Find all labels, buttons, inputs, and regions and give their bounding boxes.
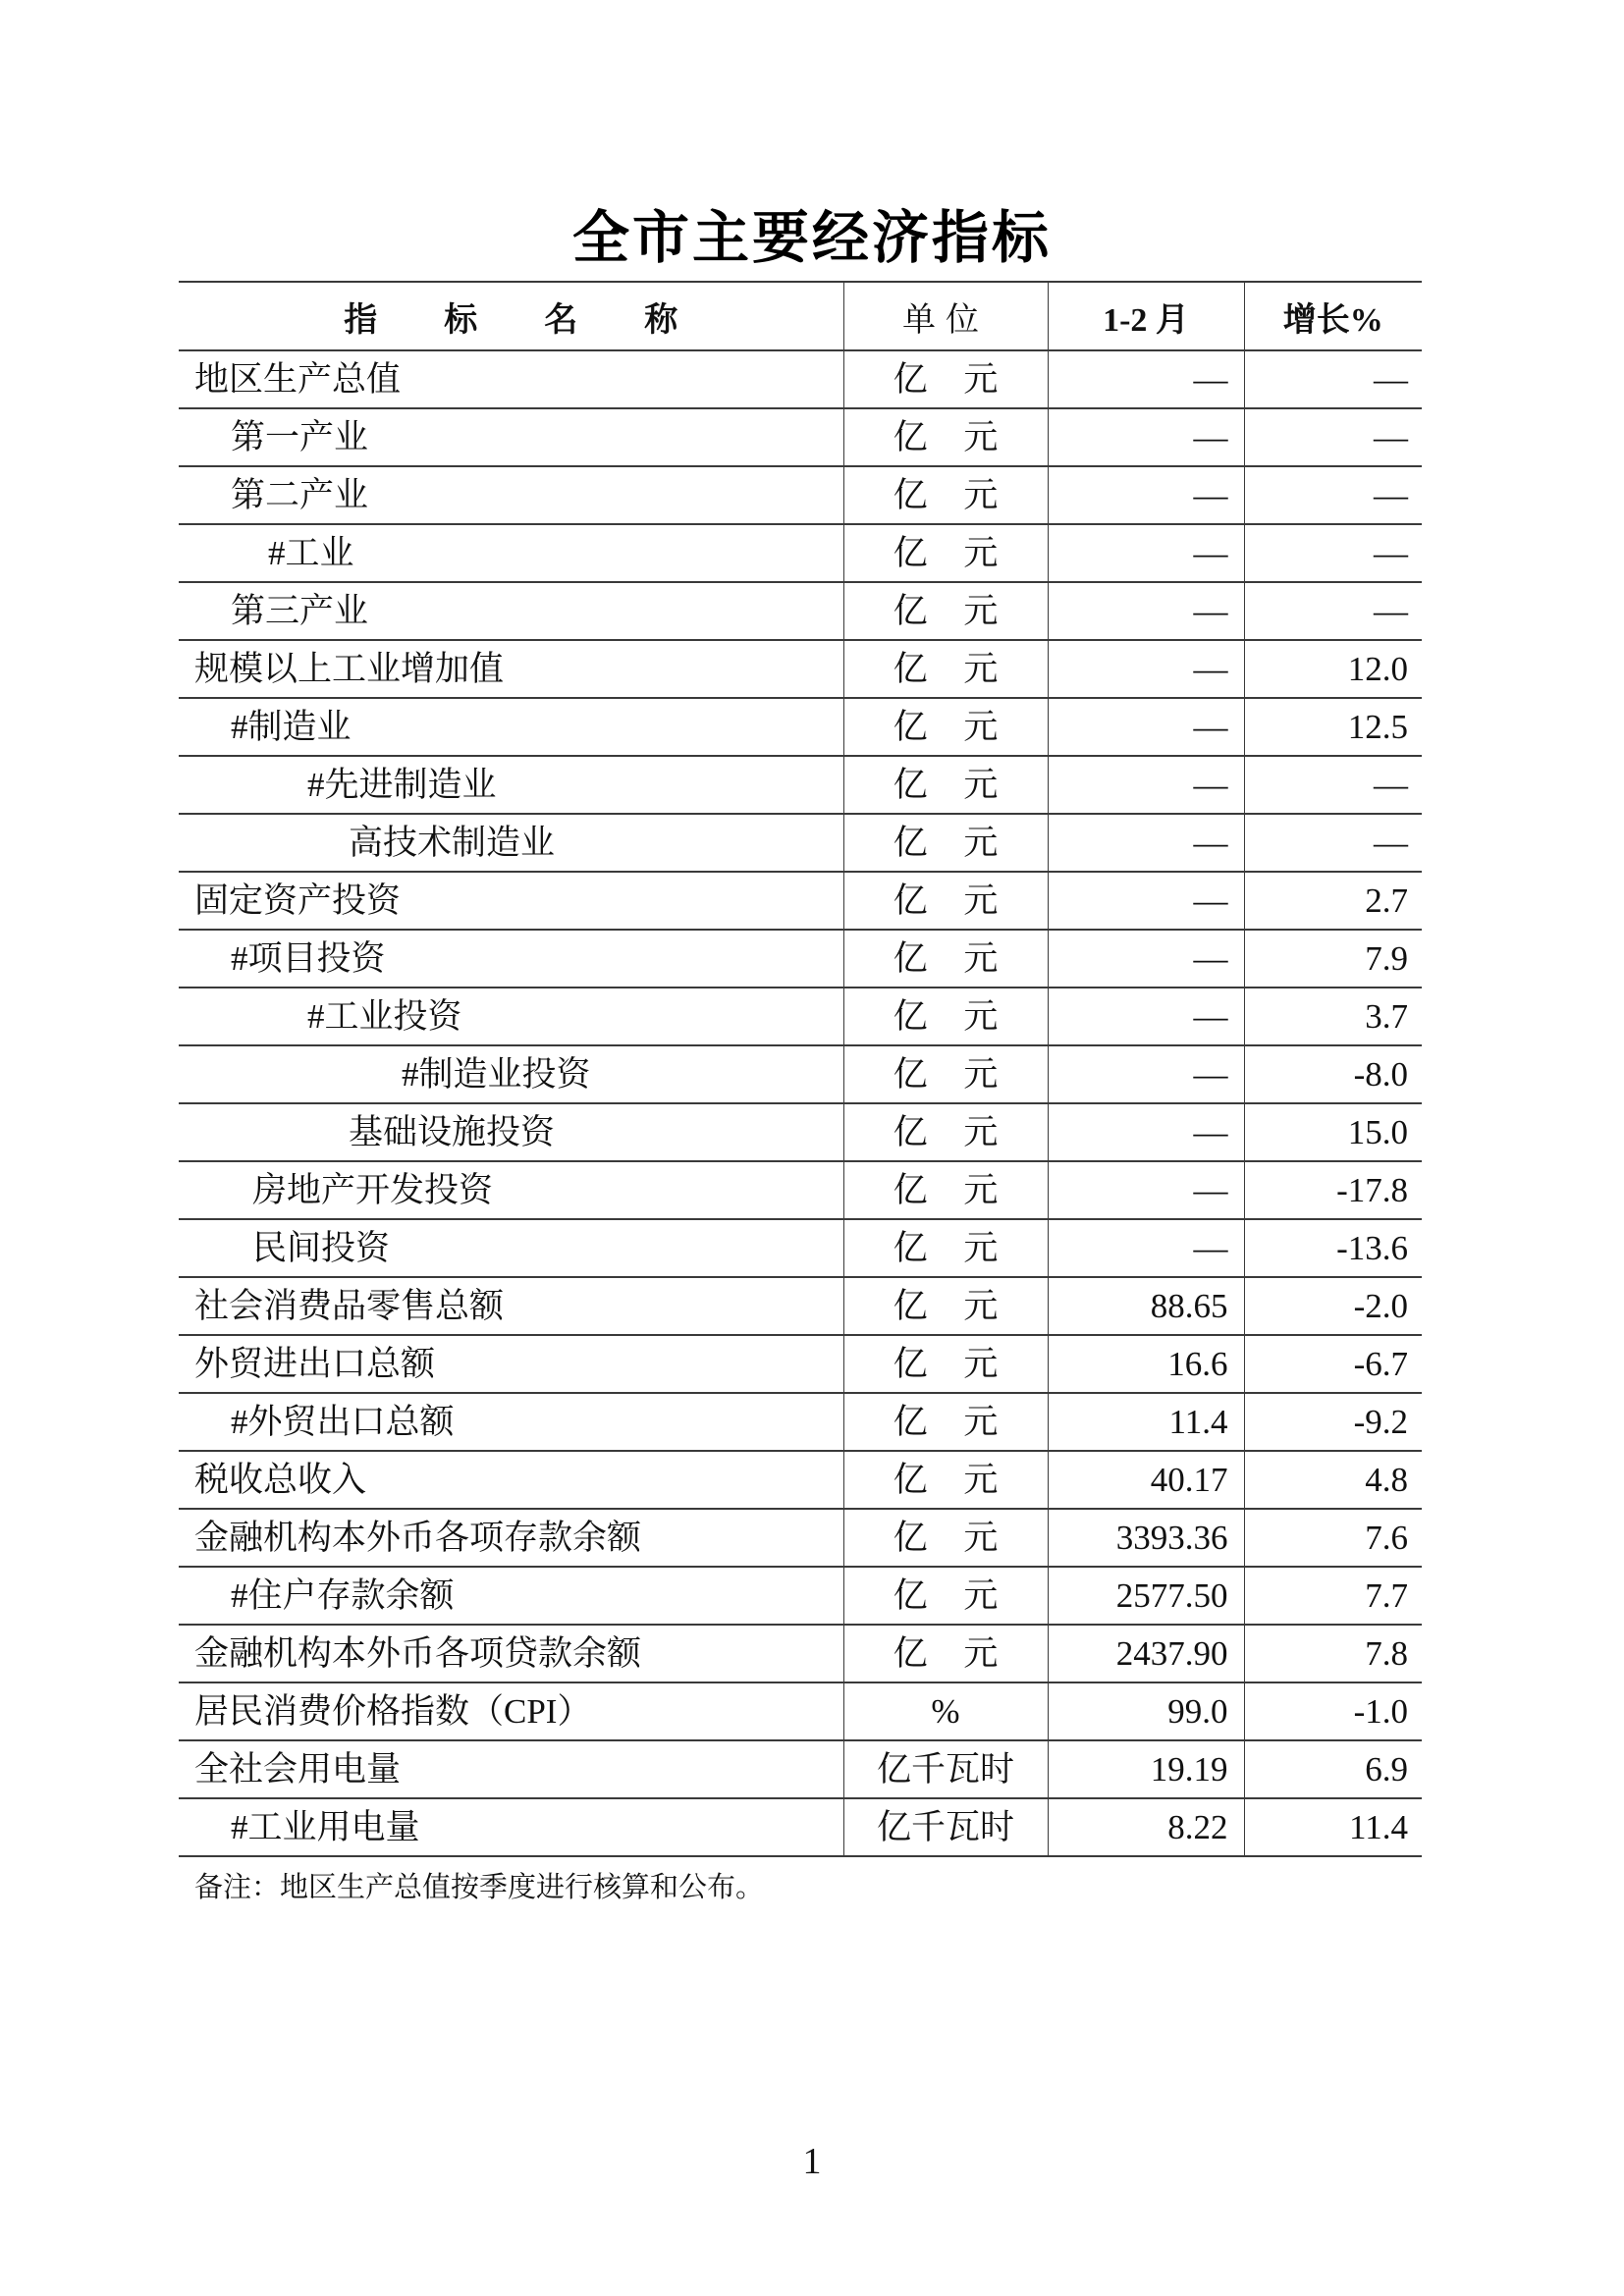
- indicator-value: 11.4: [1048, 1393, 1244, 1451]
- table-row: [179, 1451, 1422, 1509]
- table-row: [179, 582, 1422, 640]
- indicator-growth: 15.0: [1244, 1103, 1422, 1161]
- indicator-value: 2577.50: [1048, 1567, 1244, 1625]
- indicator-name: #项目投资: [179, 930, 843, 988]
- indicator-growth: —: [1244, 524, 1422, 582]
- indicator-growth: 12.5: [1244, 698, 1422, 756]
- table-row: [179, 350, 1422, 408]
- table-row: [179, 640, 1422, 698]
- indicator-growth: -1.0: [1244, 1682, 1422, 1740]
- indicator-unit: 亿 元: [843, 1625, 1048, 1682]
- table-row: [179, 1103, 1422, 1161]
- indicator-growth: 11.4: [1244, 1798, 1422, 1856]
- indicator-value: 40.17: [1048, 1451, 1244, 1509]
- indicator-value: —: [1048, 988, 1244, 1045]
- indicator-growth: —: [1244, 582, 1422, 640]
- indicator-value: —: [1048, 524, 1244, 582]
- indicator-name: #先进制造业: [179, 756, 843, 814]
- indicator-unit: 亿 元: [843, 582, 1048, 640]
- indicator-unit: 亿 元: [843, 1509, 1048, 1567]
- table-row: [179, 1045, 1422, 1103]
- indicator-value: 8.22: [1048, 1798, 1244, 1856]
- header-name-char: 名: [544, 301, 578, 339]
- indicator-growth: —: [1244, 466, 1422, 524]
- page-title: 全市主要经济指标: [571, 204, 1052, 271]
- indicator-unit: 亿 元: [843, 1393, 1048, 1451]
- indicator-value: —: [1048, 582, 1244, 640]
- indicator-unit: 亿 元: [843, 872, 1048, 930]
- indicator-value: 3393.36: [1048, 1509, 1244, 1567]
- indicator-unit: 亿 元: [843, 350, 1048, 408]
- indicator-name: 税收总收入: [179, 1451, 843, 1509]
- header-unit: 单位: [843, 282, 1048, 350]
- table-body: [179, 350, 1422, 1856]
- indicator-name: 居民消费价格指数（CPI）: [179, 1682, 843, 1740]
- indicator-unit: 亿 元: [843, 408, 1048, 466]
- table-row: [179, 1277, 1422, 1335]
- indicator-value: —: [1048, 930, 1244, 988]
- table-row: [179, 756, 1422, 814]
- indicator-unit: 亿 元: [843, 814, 1048, 872]
- indicator-growth: 7.8: [1244, 1625, 1422, 1682]
- table-row: [179, 408, 1422, 466]
- indicator-growth: —: [1244, 408, 1422, 466]
- indicator-name: #制造业投资: [179, 1045, 843, 1103]
- table-row: [179, 1740, 1422, 1798]
- table-row: [179, 1625, 1422, 1682]
- table-row: [179, 1219, 1422, 1277]
- indicator-value: —: [1048, 408, 1244, 466]
- indicator-growth: -6.7: [1244, 1335, 1422, 1393]
- indicator-growth: -17.8: [1244, 1161, 1422, 1219]
- indicator-name: 第二产业: [179, 466, 843, 524]
- table-row: [179, 988, 1422, 1045]
- indicator-growth: —: [1244, 814, 1422, 872]
- indicator-value: 19.19: [1048, 1740, 1244, 1798]
- table-row: [179, 930, 1422, 988]
- indicator-name: #住户存款余额: [179, 1567, 843, 1625]
- table-row: [179, 1682, 1422, 1740]
- indicator-name: 固定资产投资: [179, 872, 843, 930]
- table-row: [179, 1509, 1422, 1567]
- indicator-growth: 3.7: [1244, 988, 1422, 1045]
- indicator-unit: 亿 元: [843, 466, 1048, 524]
- indicator-unit: 亿 元: [843, 1567, 1048, 1625]
- indicator-growth: 4.8: [1244, 1451, 1422, 1509]
- indicator-name: 金融机构本外币各项存款余额: [179, 1509, 843, 1567]
- indicator-unit: 亿 元: [843, 756, 1048, 814]
- indicator-unit: 亿 元: [843, 1451, 1048, 1509]
- page-number: 1: [802, 2141, 822, 2182]
- indicator-name: 外贸进出口总额: [179, 1335, 843, 1393]
- table-row: [179, 524, 1422, 582]
- table-row: [179, 1161, 1422, 1219]
- indicator-unit: 亿 元: [843, 1219, 1048, 1277]
- indicator-value: 99.0: [1048, 1682, 1244, 1740]
- indicator-growth: 7.9: [1244, 930, 1422, 988]
- indicator-unit: %: [843, 1682, 1048, 1740]
- indicator-name: #工业用电量: [179, 1798, 843, 1856]
- indicator-unit: 亿 元: [843, 1103, 1048, 1161]
- indicator-name: #制造业: [179, 698, 843, 756]
- indicator-unit: 亿 元: [843, 524, 1048, 582]
- indicator-name: 高技术制造业: [179, 814, 843, 872]
- indicator-growth: 7.7: [1244, 1567, 1422, 1625]
- indicator-unit: 亿 元: [843, 640, 1048, 698]
- indicator-unit: 亿 元: [843, 988, 1048, 1045]
- indicator-unit: 亿千瓦时: [843, 1798, 1048, 1856]
- table-row: [179, 1335, 1422, 1393]
- indicator-name: 规模以上工业增加值: [179, 640, 843, 698]
- header-indicator-name: [179, 282, 843, 350]
- indicator-growth: -2.0: [1244, 1277, 1422, 1335]
- indicator-unit: 亿 元: [843, 1161, 1048, 1219]
- indicator-growth: -13.6: [1244, 1219, 1422, 1277]
- indicator-growth: -8.0: [1244, 1045, 1422, 1103]
- indicator-name: #外贸出口总额: [179, 1393, 843, 1451]
- indicator-value: —: [1048, 1219, 1244, 1277]
- indicator-name: 全社会用电量: [179, 1740, 843, 1798]
- header-growth: 增长%: [1244, 282, 1422, 350]
- indicator-name: #工业投资: [179, 988, 843, 1045]
- table-row: [179, 1567, 1422, 1625]
- indicator-value: —: [1048, 698, 1244, 756]
- indicator-unit: 亿千瓦时: [843, 1740, 1048, 1798]
- indicator-value: —: [1048, 1103, 1244, 1161]
- indicator-growth: —: [1244, 350, 1422, 408]
- table-header-row: [179, 282, 1422, 350]
- indicator-value: 16.6: [1048, 1335, 1244, 1393]
- indicator-unit: 亿 元: [843, 1335, 1048, 1393]
- indicator-name: 第三产业: [179, 582, 843, 640]
- indicator-name: 地区生产总值: [179, 350, 843, 408]
- table-row: [179, 698, 1422, 756]
- indicator-value: —: [1048, 1161, 1244, 1219]
- indicator-value: —: [1048, 1045, 1244, 1103]
- header-name-char: 指: [344, 301, 378, 339]
- indicator-growth: —: [1244, 756, 1422, 814]
- economic-indicators-table: [179, 281, 1422, 1857]
- table-row: [179, 1798, 1422, 1856]
- header-name-char: 称: [644, 301, 678, 339]
- table-row: [179, 1393, 1422, 1451]
- indicator-value: —: [1048, 466, 1244, 524]
- indicator-value: 88.65: [1048, 1277, 1244, 1335]
- indicator-growth: 7.6: [1244, 1509, 1422, 1567]
- indicator-unit: 亿 元: [843, 1277, 1048, 1335]
- indicator-name: 社会消费品零售总额: [179, 1277, 843, 1335]
- indicator-name: 金融机构本外币各项贷款余额: [179, 1625, 843, 1682]
- indicator-unit: 亿 元: [843, 930, 1048, 988]
- indicator-growth: 6.9: [1244, 1740, 1422, 1798]
- indicator-name: 基础设施投资: [179, 1103, 843, 1161]
- indicator-name: 第一产业: [179, 408, 843, 466]
- indicator-unit: 亿 元: [843, 1045, 1048, 1103]
- indicator-growth: 2.7: [1244, 872, 1422, 930]
- indicator-value: —: [1048, 872, 1244, 930]
- indicator-name: #工业: [179, 524, 843, 582]
- indicator-unit: 亿 元: [843, 698, 1048, 756]
- indicator-value: —: [1048, 756, 1244, 814]
- header-period: 1-2 月: [1048, 282, 1244, 350]
- indicator-value: 2437.90: [1048, 1625, 1244, 1682]
- indicator-name: 民间投资: [179, 1219, 843, 1277]
- table-row: [179, 466, 1422, 524]
- indicator-value: —: [1048, 350, 1244, 408]
- footnote: 备注：地区生产总值按季度进行核算和公布。: [194, 1872, 765, 1903]
- indicator-growth: -9.2: [1244, 1393, 1422, 1451]
- indicator-growth: 12.0: [1244, 640, 1422, 698]
- indicator-value: —: [1048, 640, 1244, 698]
- table-row: [179, 814, 1422, 872]
- table-row: [179, 872, 1422, 930]
- indicator-value: —: [1048, 814, 1244, 872]
- header-name-char: 标: [444, 301, 478, 339]
- indicator-name: 房地产开发投资: [179, 1161, 843, 1219]
